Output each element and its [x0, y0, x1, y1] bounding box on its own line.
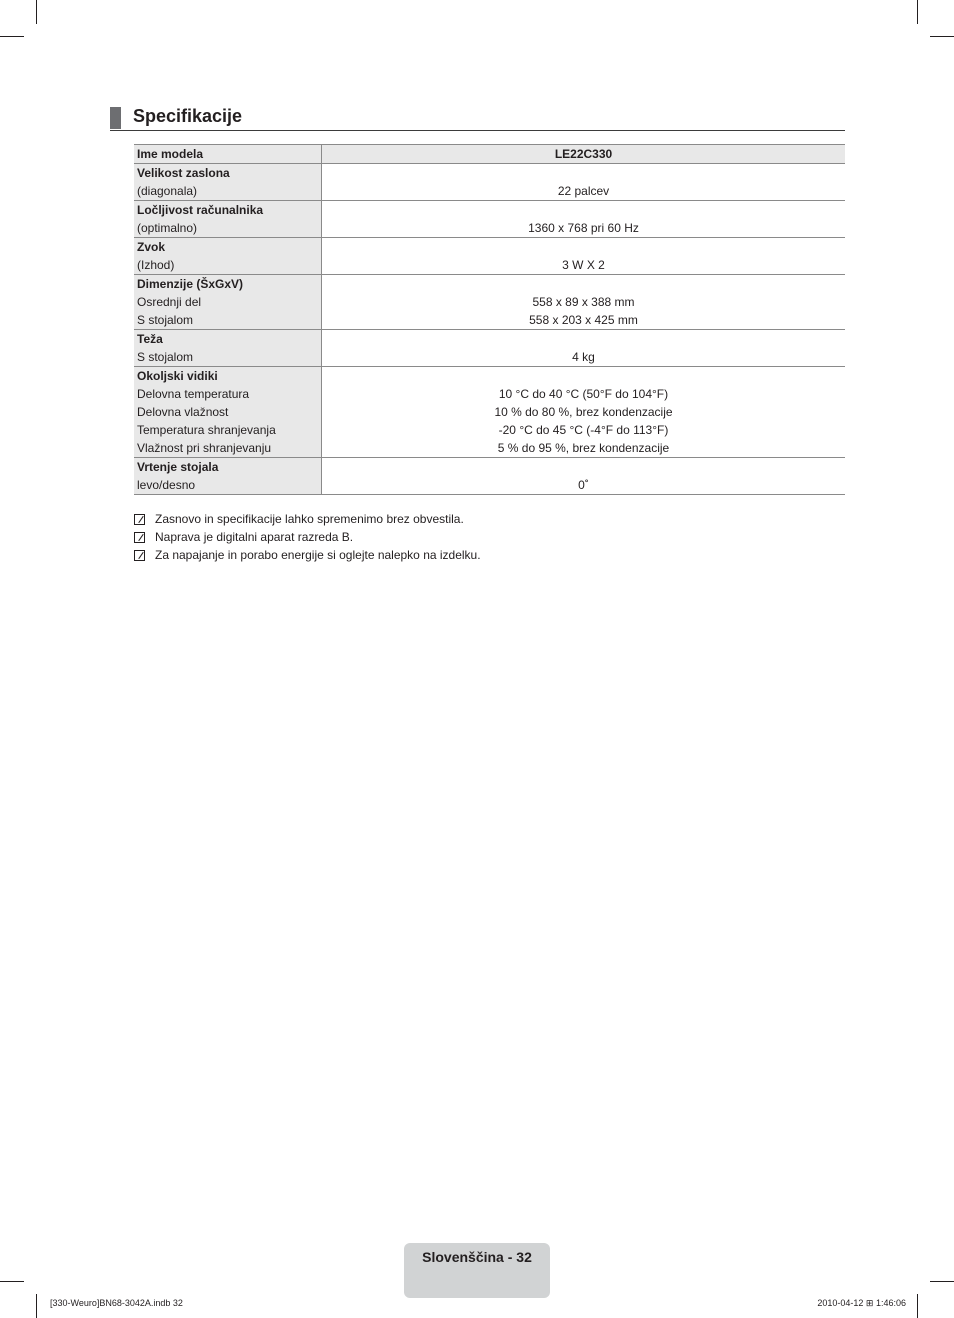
spacer [325, 275, 842, 293]
row-value: 558 x 203 x 425 mm [529, 313, 638, 327]
crop-mark [930, 1281, 954, 1282]
row-title: Velikost zaslona [137, 166, 230, 180]
table-row [134, 201, 845, 238]
header-label: Ime modela [134, 145, 322, 164]
crop-mark [917, 0, 918, 24]
crop-mark [917, 1294, 918, 1318]
row-value-cell [322, 275, 846, 330]
row-label-cell [134, 458, 322, 495]
row-value-cell [322, 330, 846, 367]
heading-bar [110, 107, 121, 129]
row-value: 1360 x 768 pri 60 Hz [528, 221, 639, 235]
row-title: Vrtenje stojala [137, 460, 219, 474]
row-value: 3 W X 2 [562, 258, 605, 272]
row-title: Teža [137, 332, 163, 346]
table-row [134, 164, 845, 201]
row-label-cell [134, 201, 322, 238]
row-sublabel: Delovna vlažnost [137, 405, 229, 419]
note-item [134, 528, 481, 546]
header-value: LE22C330 [322, 145, 846, 164]
row-sublabel: (diagonala) [137, 184, 198, 198]
crop-mark [36, 1294, 37, 1318]
row-value-cell [322, 164, 846, 201]
crop-mark [36, 0, 37, 24]
row-label-cell [134, 367, 322, 458]
spacer [325, 367, 842, 385]
spacer [325, 458, 842, 476]
note-item [134, 546, 481, 564]
row-title: Dimenzije (ŠxGxV) [137, 277, 244, 291]
row-label-cell [134, 164, 322, 201]
note-text: Zasnovo in specifikacije lahko spremenimo brez obvestila. [155, 512, 464, 526]
crop-mark [930, 36, 954, 37]
row-value: 22 palcev [557, 184, 610, 198]
section-heading [110, 104, 845, 131]
row-value: 5 % do 95 %, brez kondenzacije [497, 441, 670, 455]
spacer [325, 238, 842, 256]
page-number-tab [404, 1243, 550, 1298]
row-label-cell [134, 238, 322, 275]
table-row [134, 367, 845, 458]
row-title: Ločljivost računalnika [137, 203, 264, 217]
note-text: Za napajanje in porabo energije si oglejte nalepko na izdelku. [155, 548, 481, 562]
row-sublabel: Osrednji del [137, 295, 202, 309]
row-sublabel: Temperatura shranjevanja [137, 423, 276, 437]
notes-list [134, 510, 481, 564]
row-value: 10 % do 80 %, brez kondenzacije [494, 405, 673, 419]
note-icon [134, 514, 145, 525]
crop-mark [0, 36, 24, 37]
row-value-cell [322, 458, 846, 495]
row-value-cell [322, 367, 846, 458]
row-sublabel: (Izhod) [137, 258, 175, 272]
row-value: 10 °C do 40 °C (50°F do 104°F) [498, 387, 669, 401]
row-title: Zvok [137, 240, 166, 254]
page-title: Specifikacije [133, 106, 243, 126]
spec-table [134, 144, 845, 495]
row-value: 4 kg [572, 350, 595, 364]
row-sublabel: levo/desno [137, 478, 196, 492]
row-sublabel: Delovna temperatura [137, 387, 250, 401]
table-row [134, 458, 845, 495]
row-label-cell [134, 275, 322, 330]
page-number-label: Slovenščina - 32 [422, 1249, 532, 1265]
note-icon [134, 532, 145, 543]
row-sublabel: Vlažnost pri shranjevanju [137, 441, 272, 455]
row-sublabel: S stojalom [137, 313, 194, 327]
table-row [134, 275, 845, 330]
footer-file-info: [330-Weuro]BN68-3042A.indb 32 [50, 1298, 183, 1308]
row-value-cell [322, 238, 846, 275]
crop-mark [0, 1281, 24, 1282]
note-text: Naprava je digitalni aparat razreda B. [155, 530, 354, 544]
spacer [325, 201, 842, 219]
note-icon [134, 550, 145, 561]
row-value: 0˚ [578, 478, 589, 492]
row-value: 558 x 89 x 388 mm [532, 295, 635, 309]
table-row [134, 330, 845, 367]
row-sublabel: (optimalno) [137, 221, 198, 235]
row-title: Okoljski vidiki [137, 369, 218, 383]
table-row [134, 238, 845, 275]
footer-timestamp: 2010-04-12 ⊞ 1:46:06 [817, 1298, 906, 1308]
row-label-cell [134, 330, 322, 367]
row-value: -20 °C do 45 °C (-4°F do 113°F) [498, 423, 669, 437]
spacer [325, 330, 842, 348]
table-header-row [134, 145, 845, 164]
note-item [134, 510, 481, 528]
spacer [325, 164, 842, 182]
row-value-cell [322, 201, 846, 238]
row-sublabel: S stojalom [137, 350, 194, 364]
